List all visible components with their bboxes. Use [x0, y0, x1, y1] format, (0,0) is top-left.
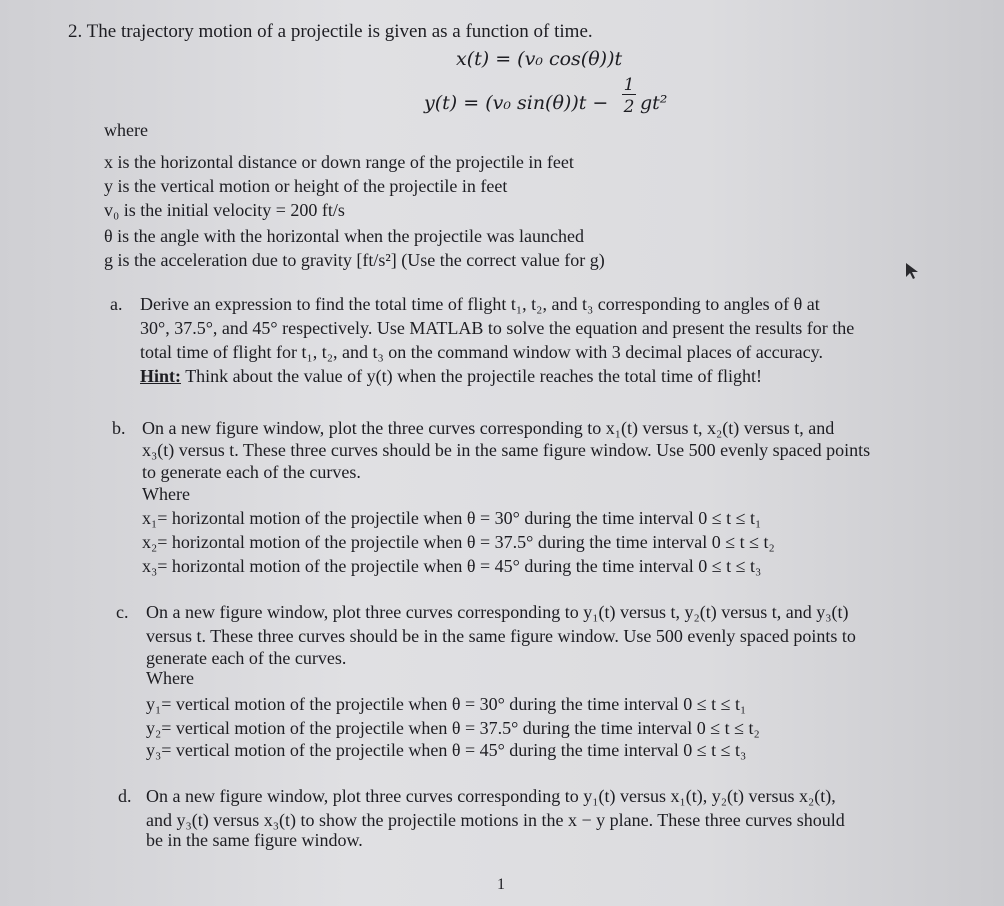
hint-label: Hint:: [140, 366, 182, 386]
part-a-line-2: 30°, 37.5°, and 45° respectively. Use MATLAB to solve the equation and present the results for the: [140, 318, 855, 338]
equation-fraction-numerator: 1: [623, 75, 635, 95]
part-a-label: a.: [110, 294, 123, 314]
hint-text: Think about the value of y(t) when the projectile reaches the total time of flight!: [181, 366, 762, 386]
part-d-label: d.: [118, 786, 132, 806]
part-b-line-1: On a new figure window, plot the three curves corresponding to x₁(t) versus t, x₂(t) versus t, and: [142, 418, 835, 438]
part-b-line-2: x₃(t) versus t. These three curves should be in the same figure window. Use 500 evenly spaced points: [142, 440, 871, 460]
part-b-x3: x₃= horizontal motion of the projectile when θ = 45° during the time interval 0 ≤ t ≤ t₃: [142, 556, 762, 576]
part-c-y3: y₃= vertical motion of the projectile when θ = 45° during the time interval 0 ≤ t ≤ t₃: [146, 740, 747, 760]
part-c-line-1: On a new figure window, plot three curves corresponding to y₁(t) versus t, y₂(t) versus t, and y₃(t): [146, 602, 849, 622]
part-c-where: Where: [146, 668, 194, 688]
definition-v0: v₀ is the initial velocity = 200 ft/s: [104, 200, 345, 220]
part-d-line-1: On a new figure window, plot three curves corresponding to y₁(t) versus x₁(t), y₂(t) versus x₂(t),: [146, 786, 836, 806]
equation-x: x(t) = (v₀ cos(θ))t: [456, 48, 623, 70]
part-a-hint: [140, 366, 762, 386]
page-number: 1: [497, 876, 505, 893]
part-c-y1: y₁= vertical motion of the projectile when θ = 30° during the time interval 0 ≤ t ≤ t₁: [146, 694, 747, 714]
equation-y-left: y(t) = (v₀ sin(θ))t −: [424, 92, 609, 114]
part-a-line-1: Derive an expression to find the total time of flight t₁, t₂, and t₃ corresponding to angles of θ at: [140, 294, 820, 314]
part-c-line-3: generate each of the curves.: [146, 648, 347, 668]
part-b-where: Where: [142, 484, 190, 504]
definition-x: x is the horizontal distance or down range of the projectile in feet: [104, 152, 574, 172]
part-b-x2: x₂= horizontal motion of the projectile when θ = 37.5° during the time interval 0 ≤ t ≤ t₂: [142, 532, 775, 552]
part-b-line-3: to generate each of the curves.: [142, 462, 361, 482]
part-c-label: c.: [116, 602, 129, 622]
part-d-line-2: and y₃(t) versus x₃(t) to show the projectile motions in the x − y plane. These three curves should: [146, 810, 845, 830]
equation-y-right: gt²: [640, 92, 668, 114]
where-label: where: [104, 120, 148, 140]
part-b-label: b.: [112, 418, 126, 438]
part-c-y2: y₂= vertical motion of the projectile when θ = 37.5° during the time interval 0 ≤ t ≤ t₂: [146, 718, 760, 738]
part-a-line-3: total time of flight for t₁, t₂, and t₃ on the command window with 3 decimal places of accuracy.: [140, 342, 823, 362]
mouse-cursor-icon: [904, 262, 922, 280]
part-d-line-3: be in the same figure window.: [146, 830, 363, 850]
definition-g: g is the acceleration due to gravity [ft/s²] (Use the correct value for g): [104, 250, 605, 270]
part-c-line-2: versus t. These three curves should be in the same figure window. Use 500 evenly spaced points to: [146, 626, 856, 646]
equation-fraction-denominator: 2: [623, 97, 635, 117]
part-b-x1: x₁= horizontal motion of the projectile when θ = 30° during the time interval 0 ≤ t ≤ t₁: [142, 508, 762, 528]
definition-y: y is the vertical motion or height of the projectile in feet: [104, 176, 508, 196]
definition-theta: θ is the angle with the horizontal when the projectile was launched: [104, 226, 584, 246]
problem-title: 2. The trajectory motion of a projectile is given as a function of time.: [68, 21, 593, 42]
